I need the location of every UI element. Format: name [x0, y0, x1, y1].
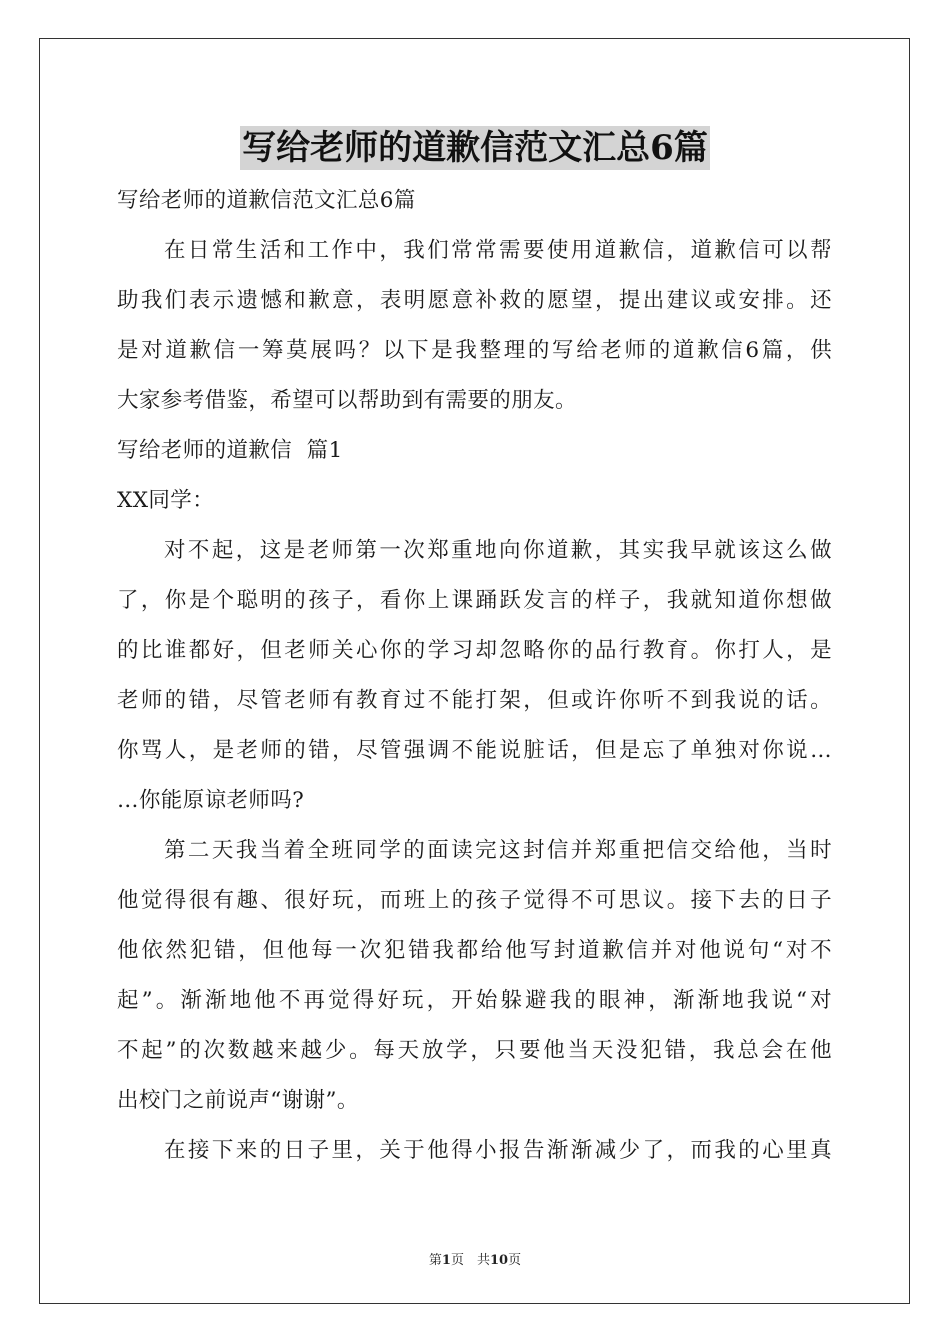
title-wrap — [0, 126, 950, 170]
paragraph-line: 你骂人，是老师的错，尽管强调不能说脏话，但是忘了单独对你说… — [117, 738, 832, 763]
paragraph-line: 的比谁都好，但老师关心你的学习却忽略你的品行教育。你打人，是 — [117, 638, 832, 663]
document-body — [117, 176, 832, 1176]
document-title: 写给老师的道歉信范文汇总6篇 — [242, 128, 708, 168]
paragraph-line: 他觉得很有趣、很好玩，而班上的孩子觉得不可思议。接下去的日子 — [117, 888, 832, 913]
paragraph-line: 他依然犯错，但他每一次犯错我都给他写封道歉信并对他说句“对不 — [117, 938, 832, 963]
paragraph-line: 对不起，这是老师第一次郑重地向你道歉，其实我早就该这么做 — [164, 538, 832, 563]
paragraph-line: 是对道歉信一筹莫展吗？以下是我整理的写给老师的道歉信6篇，供 — [117, 338, 832, 363]
footer-page-current: 1 — [441, 1253, 451, 1268]
paragraph-line: 在接下来的日子里，关于他得小报告渐渐减少了，而我的心里真 — [164, 1138, 832, 1163]
paragraph-line: 第二天我当着全班同学的面读完这封信并郑重把信交给他，当时 — [164, 838, 832, 863]
paragraph-line: …你能原谅老师吗? — [117, 788, 305, 813]
paragraph-line: 出校门之前说声“谢谢”。 — [117, 1088, 359, 1113]
section-heading: 写给老师的道歉信 篇1 — [117, 438, 343, 463]
paragraph-line: 老师的错，尽管老师有教育过不能打架，但或许你听不到我说的话。 — [117, 688, 832, 713]
paragraph-line: 大家参考借鉴，希望可以帮助到有需要的朋友。 — [117, 388, 577, 413]
footer-page-suffix: 页 — [508, 1253, 522, 1268]
footer-page-mid: 页 共 — [450, 1253, 490, 1268]
paragraph-line: 起”。渐渐地他不再觉得好玩，开始躲避我的眼神，渐渐地我说“对 — [117, 988, 832, 1013]
paragraph-line: 助我们表示遗憾和歉意，表明愿意补救的愿望，提出建议或安排。还 — [117, 288, 832, 313]
paragraph-line: 了，你是个聪明的孩子，看你上课踊跃发言的样子，我就知道你想做 — [117, 588, 832, 613]
footer-page-total: 10 — [489, 1253, 509, 1268]
paragraph-line: 在日常生活和工作中，我们常常需要使用道歉信，道歉信可以帮 — [164, 238, 832, 263]
page-footer — [0, 1249, 950, 1268]
salutation: XX同学： — [117, 488, 215, 513]
paragraph-line: 不起”的次数越来越少。每天放学，只要他当天没犯错，我总会在他 — [117, 1038, 832, 1063]
subtitle-line: 写给老师的道歉信范文汇总6篇 — [117, 188, 416, 213]
footer-page-prefix: 第 — [428, 1253, 442, 1268]
